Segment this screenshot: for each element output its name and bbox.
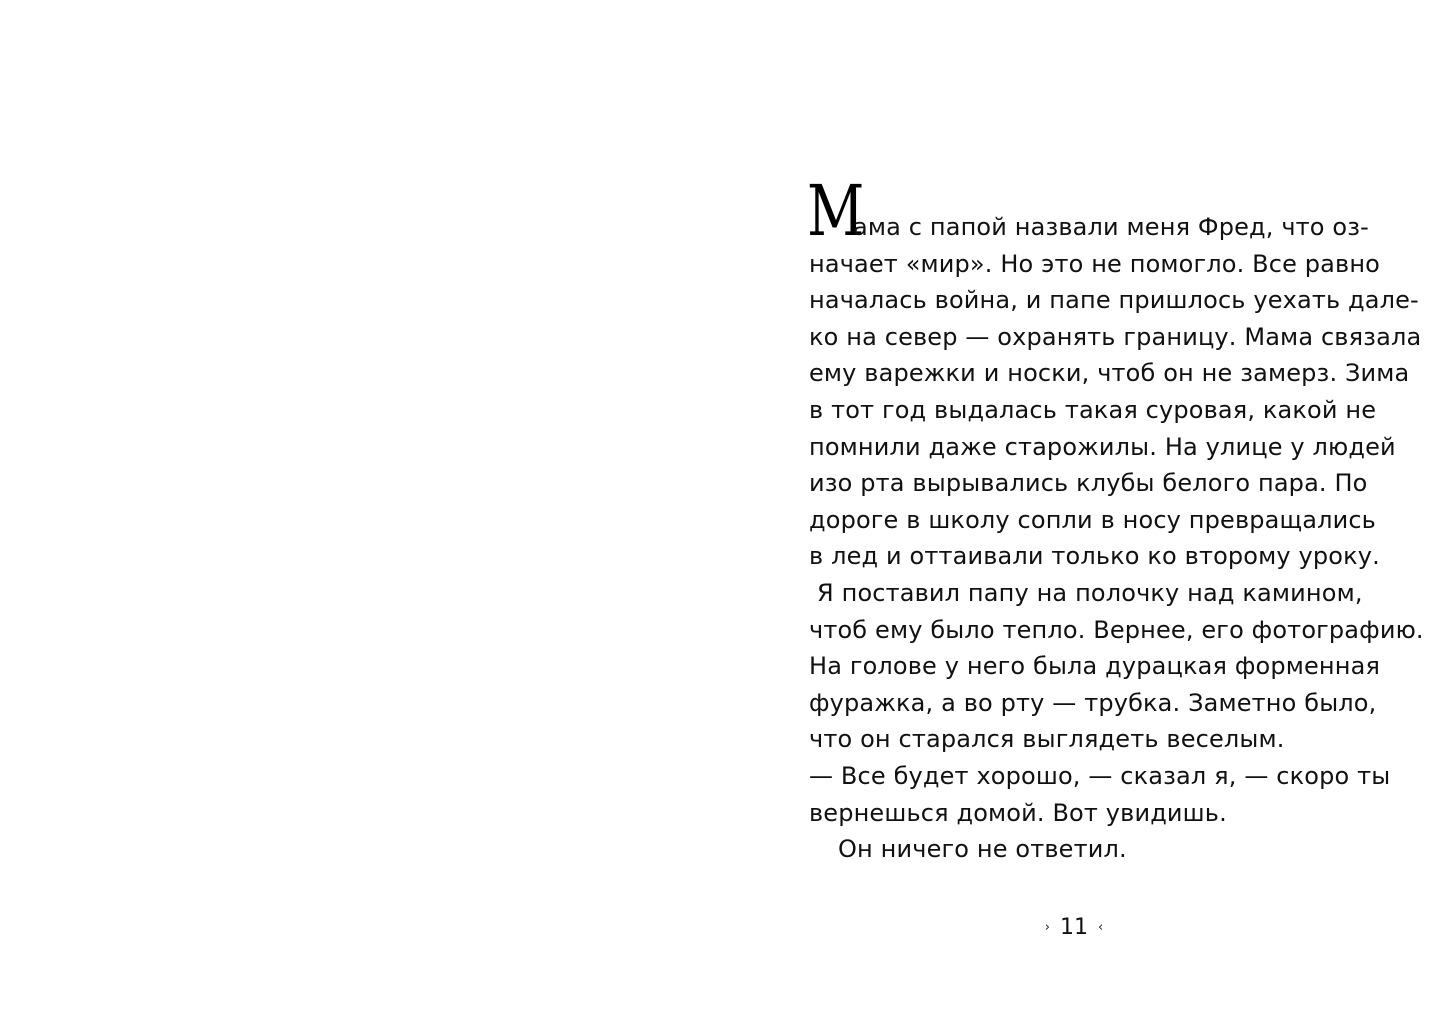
page-number xyxy=(1034,910,1114,944)
text-line: в тот год выдалась такая суровая, какой не xyxy=(809,395,1377,424)
text-line: изо рта вырывались клубы белого пара. По xyxy=(809,469,1368,498)
text-line: что он старался выглядеть веселым. xyxy=(809,725,1285,754)
text-line: Я поставил папу на полочку над камином, xyxy=(817,578,1363,607)
left-page-blank xyxy=(0,0,722,1011)
text-line: На голове у него была дурацкая форменная xyxy=(809,652,1381,681)
paragraph-lines xyxy=(809,209,1424,868)
text-line: вернешься домой. Вот увидишь. xyxy=(809,798,1227,827)
drop-cap: М xyxy=(807,170,865,252)
text-line: ко на север — охранять границу. Мама связала xyxy=(809,322,1422,351)
text-line: в лед и оттаивали только ко второму уроку. xyxy=(809,542,1380,571)
text-line: помнили даже старожилы. На улице у людей xyxy=(809,432,1396,461)
text-line: началась война, и папе пришлось уехать дале- xyxy=(809,286,1419,315)
right-page xyxy=(722,0,1445,1011)
text-line: начает «мир». Но это не помогло. Все равно xyxy=(809,249,1381,278)
text-line: фуражка, а во рту — трубка. Заметно было, xyxy=(809,688,1377,717)
text-line: Он ничего не ответил. xyxy=(838,835,1127,864)
right-ornament-icon: ‹ xyxy=(1098,919,1104,935)
text-line: ама с папой назвали меня Фред, что оз- xyxy=(853,213,1369,241)
text-line: дороге в школу сопли в носу превращались xyxy=(809,505,1376,534)
text-line: ему варежки и носки, чтоб он не замерз. Зима xyxy=(809,359,1410,388)
page-number-value: 11 xyxy=(1060,914,1088,940)
text-line: — Все будет хорошо, — сказал я, — скоро ты xyxy=(809,761,1391,790)
text-line: чтоб ему было тепло. Вернее, его фотографию. xyxy=(809,615,1424,644)
left-ornament-icon: › xyxy=(1044,919,1050,935)
